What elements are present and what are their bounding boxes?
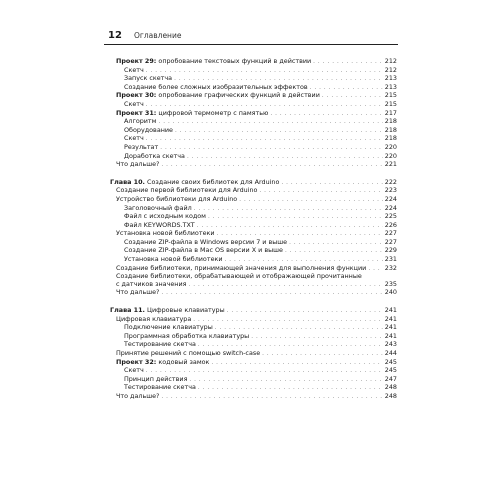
leader-dots	[239, 197, 383, 205]
leader-dots	[161, 290, 382, 298]
toc-page-number: 215	[384, 99, 397, 108]
toc-page-number: 240	[384, 288, 397, 297]
toc-page-number: 241	[384, 314, 397, 323]
toc-entry-title: Проект 32: кодовый замок	[116, 357, 210, 366]
leader-dots	[197, 223, 383, 231]
toc-page-number: 221	[384, 160, 397, 169]
toc-entry-title: Программная обработка клавиатуры	[124, 331, 250, 340]
chapter-title: Цифровые клавиатуры	[144, 306, 225, 315]
toc-entry-title: Создание ZIP-файла в Mac OS версии X и выше	[124, 246, 283, 255]
leader-dots	[313, 59, 383, 67]
leader-dots	[285, 248, 383, 256]
toc-entry	[110, 289, 397, 298]
toc-page-number: 220	[384, 151, 397, 160]
toc-entry-title: Что дальше?	[116, 391, 160, 400]
toc-page-number: 229	[384, 246, 397, 255]
toc-entry-title: Скетч	[124, 99, 144, 108]
leader-dots	[158, 119, 382, 127]
toc-entry-title: Проект 30: опробование графических функций в действии	[116, 91, 320, 100]
table-of-contents	[110, 58, 397, 402]
toc-page-number: 223	[384, 186, 397, 195]
toc-entry-title: Что дальше?	[116, 160, 160, 169]
toc-page-number: 245	[384, 357, 397, 366]
leader-dots	[208, 214, 383, 222]
toc-page-number: 212	[384, 57, 397, 65]
leader-dots	[251, 334, 383, 342]
toc-page-number: 244	[384, 349, 397, 357]
page-number: 12	[108, 30, 122, 41]
toc-entry-title: Файл KEYWORDS.TXT	[124, 220, 195, 229]
toc-page-number: 222	[384, 177, 397, 186]
toc-page-number: 213	[384, 74, 397, 83]
toc-entry-title: Тестирование скетча	[124, 340, 196, 349]
toc-entry-title: Запуск скетча	[124, 74, 173, 83]
toc-page-number: 213	[384, 82, 397, 91]
toc-entry-title: Скетч	[124, 134, 144, 143]
leader-dots	[175, 128, 383, 136]
toc-entry-title: Что дальше?	[116, 288, 160, 297]
toc-entry-title: Доработка скетча	[124, 151, 185, 160]
leader-dots	[161, 162, 382, 170]
toc-page-number: 224	[384, 194, 397, 203]
toc-entry-title: Создание библиотеки, принимающей значения для выполнения функции	[116, 263, 367, 272]
leader-dots	[194, 206, 383, 214]
toc-entry-title: с датчиков значения	[116, 279, 187, 288]
page-header	[104, 28, 398, 45]
toc-page-number: 248	[384, 383, 397, 392]
leader-dots	[368, 266, 382, 274]
toc-entry	[110, 58, 397, 67]
toc-page-number: 245	[384, 366, 397, 375]
toc-page-number: 241	[384, 331, 397, 340]
toc-entry-title: Создание первой библиотеки для Arduino	[116, 186, 258, 195]
toc-page-number: 218	[384, 125, 397, 134]
toc-page-number: 241	[384, 323, 397, 332]
leader-dots	[211, 360, 382, 368]
toc-entry-title: Проект 31: цифровой термометр с памятью	[116, 108, 269, 117]
toc-entry-title: Скетч	[124, 366, 144, 375]
leader-dots	[262, 351, 383, 359]
leader-dots	[161, 394, 382, 402]
toc-entry	[110, 127, 397, 136]
toc-page-number: 248	[384, 391, 397, 400]
toc-entry-title	[110, 307, 225, 315]
leader-dots	[146, 136, 383, 144]
toc-page-number: 243	[384, 340, 397, 349]
toc-page-number: 212	[384, 65, 397, 74]
toc-page-number: 220	[384, 142, 397, 151]
toc-entry-title: Результат	[124, 142, 159, 151]
toc-page-number: 217	[384, 108, 397, 117]
toc-page-number: 224	[384, 203, 397, 212]
leader-dots	[270, 111, 382, 119]
leader-dots	[289, 240, 383, 248]
toc-entry-title: Устройство библиотеки для Arduino	[116, 194, 238, 203]
leader-dots	[160, 145, 383, 153]
toc-entry-title: Создание ZIP-файла в Windows версии 7 и выше	[124, 237, 288, 246]
running-title: Оглавление	[134, 31, 182, 40]
toc-entry-title: Создание более сложных изобразительных эффектов	[124, 82, 308, 91]
toc-page-number: 227	[384, 237, 397, 246]
toc-entry-title: Принятие решений с помощью switch-case	[116, 349, 261, 357]
toc-page-number: 235	[384, 279, 397, 288]
toc-page-number: 218	[384, 117, 397, 126]
toc-page-number: 227	[384, 229, 397, 238]
toc-page-number: 232	[384, 263, 397, 272]
toc-entry-title: Установка новой библиотеки	[116, 229, 215, 238]
leader-dots	[259, 188, 382, 196]
toc-entry-title: Создание библиотеки, обрабатывающей и отображающей прочитанные	[116, 272, 362, 281]
toc-entry-title: Заголовочный файл	[124, 203, 192, 212]
toc-entry	[110, 359, 397, 368]
toc-page-number: 218	[384, 134, 397, 143]
leader-dots	[281, 180, 382, 188]
toc-page-number: 241	[384, 306, 397, 315]
toc-entry	[110, 393, 397, 402]
leader-dots	[198, 385, 383, 393]
toc-entry-title: Цифровая клавиатура	[116, 314, 192, 323]
toc-entry-title: Установка новой библиотеки	[124, 255, 223, 264]
toc-entry-title: Скетч	[124, 65, 144, 74]
toc-page-number: 247	[384, 374, 397, 383]
chapter-number: Глава 11.	[110, 306, 145, 315]
leader-dots	[310, 85, 383, 93]
leader-dots	[193, 317, 383, 325]
toc-entry	[110, 161, 397, 170]
leader-dots	[187, 154, 383, 162]
toc-entry-title	[110, 179, 279, 187]
toc-entry-title: Принцип действия	[124, 374, 188, 383]
toc-page-number: 231	[384, 255, 397, 264]
toc-page-number: 215	[384, 91, 397, 100]
leader-dots	[322, 93, 383, 101]
leader-dots	[146, 68, 383, 76]
toc-entry-title: Проект 29: опробование текстовых функций в действии	[116, 57, 312, 65]
toc-entry-title: Тестирование скетча	[124, 383, 196, 392]
toc-entry-title: Подключение клавиатуры	[124, 323, 213, 332]
leader-dots	[189, 377, 382, 385]
chapter-number: Глава 10.	[110, 177, 145, 186]
leader-dots	[188, 282, 382, 290]
toc-page-number: 225	[384, 212, 397, 221]
toc-page-number: 226	[384, 220, 397, 229]
leader-dots	[227, 308, 383, 316]
chapter-title: Создание своих библиотек для Arduino	[144, 177, 280, 186]
toc-entry	[110, 92, 397, 101]
toc-entry-title: Оборудование	[124, 125, 173, 134]
toc-entry-title: Файл с исходным кодом	[124, 212, 207, 221]
toc-entry-title: Алгоритм	[124, 117, 157, 126]
